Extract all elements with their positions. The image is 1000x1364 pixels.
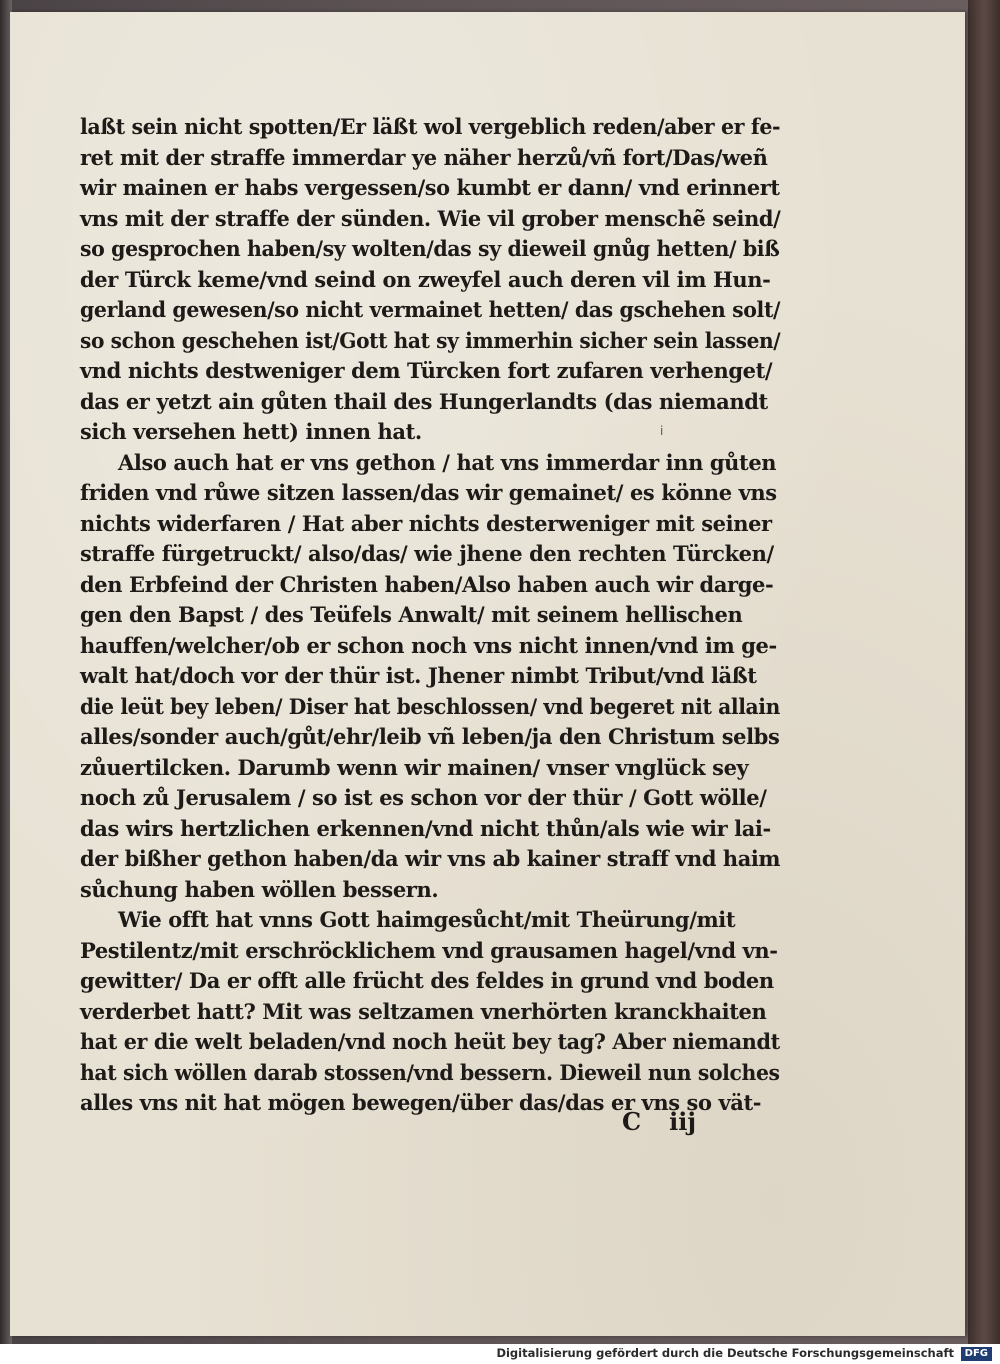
text-line: vnd nichts destweniger dem Türcken fort zufaren verhenget/ <box>80 358 773 383</box>
signature-mark <box>622 1107 696 1136</box>
text-line: alles/sonder auch/gůt/ehr/leib vñ leben/ja den Christum selbs <box>80 724 780 749</box>
text-line: sich versehen hett) innen hat. <box>80 419 422 444</box>
text-line: vns mit der straffe der sünden. Wie vil grober menschẽ seind/ <box>80 205 781 231</box>
page-text <box>80 112 780 1119</box>
text-line: friden vnd růwe sitzen lassen/das wir gemainet/ es könne vns <box>80 480 777 505</box>
signature-numeral: iij <box>669 1107 697 1136</box>
text-line: die leüt bey leben/ Diser hat beschlossen/ vnd begeret nit allain <box>80 693 780 719</box>
signature-letter: C <box>622 1107 642 1136</box>
text-line: hat er die welt beladen/vnd noch heüt bey tag? Aber niemandt <box>80 1029 780 1054</box>
dfg-logo: DFG <box>961 1347 992 1361</box>
text-line: hat sich wöllen darab stossen/vnd bessern. Dieweil nun solches <box>80 1059 780 1085</box>
stray-mark: i <box>660 424 664 438</box>
text-line: verderbet hatt? Mit was seltzamen vnerhörten kranckhaiten <box>80 998 767 1024</box>
text-line: gerland gewesen/so nicht vermainet hetten/ das gschehen solt/ <box>80 297 781 322</box>
text-line: walt hat/doch vor der thür ist. Jhener nimbt Tribut/vnd läßt <box>80 663 757 688</box>
text-line: gewitter/ Da er offt alle frücht des feldes in grund vnd boden <box>80 968 774 993</box>
text-line: zůuertilcken. Darumb wenn wir mainen/ vnser vnglück sey <box>80 754 749 780</box>
funding-credit: Digitalisierung gefördert durch die Deutsche Forschungsgemeinschaft <box>496 1346 954 1360</box>
text-line: den Erbfeind der Christen haben/Also haben auch wir darge- <box>80 571 774 597</box>
text-line: sůchung haben wöllen bessern. <box>80 876 439 902</box>
text-line: gen den Bapst / des Teüfels Anwalt/ mit seinem hellischen <box>80 602 743 627</box>
book-spine-edge <box>968 0 1000 1344</box>
text-line: alles vns nit hat mögen bewegen/über das/das er vns so vät- <box>80 1090 762 1115</box>
text-line: straffe fürgetruckt/ also/das/ wie jhene den rechten Türcken/ <box>80 541 774 566</box>
text-line: noch zů Jerusalem / so ist es schon vor der thür / Gott wölle/ <box>80 785 767 810</box>
paragraph-start-line: Wie offt hat vnns Gott haimgesůcht/mit Theürung/mit <box>118 907 736 932</box>
text-line: laßt sein nicht spotten/Er läßt wol vergeblich reden/aber er fe- <box>80 114 781 139</box>
footer-bar <box>0 1344 1000 1364</box>
text-line: nichts widerfaren / Hat aber nichts desterweniger mit seiner <box>80 510 772 536</box>
text-line: das er yetzt ain gůten thail des Hungerlandts (das niemandt <box>80 388 768 414</box>
text-line: der bißher gethon haben/da wir vns ab kainer straff vnd haim <box>80 846 781 871</box>
book-page <box>10 12 965 1336</box>
text-line: so schon geschehen ist/Gott hat sy immerhin sicher sein lassen/ <box>80 327 781 353</box>
text-line: der Türck keme/vnd seind on zweyfel auch deren vil im Hun- <box>80 266 771 292</box>
text-line: hauffen/welcher/ob er schon noch vns nicht innen/vnd im ge- <box>80 632 777 658</box>
paragraph-start-line: Also auch hat er vns gethon / hat vns immerdar inn gůten <box>118 449 777 475</box>
text-line: das wirs hertzlichen erkennen/vnd nicht thůn/als wie wir lai- <box>80 815 771 841</box>
text-line: Pestilentz/mit erschröcklichem vnd grausamen hagel/vnd vn- <box>80 937 778 963</box>
text-line: ret mit der straffe immerdar ye näher herzů/vñ fort/Das/weñ <box>80 144 768 170</box>
text-line: wir mainen er habs vergessen/so kumbt er dann/ vnd erinnert <box>80 175 780 200</box>
text-line: so gesprochen haben/sy wolten/das sy dieweil gnůg hetten/ biß <box>80 236 780 261</box>
